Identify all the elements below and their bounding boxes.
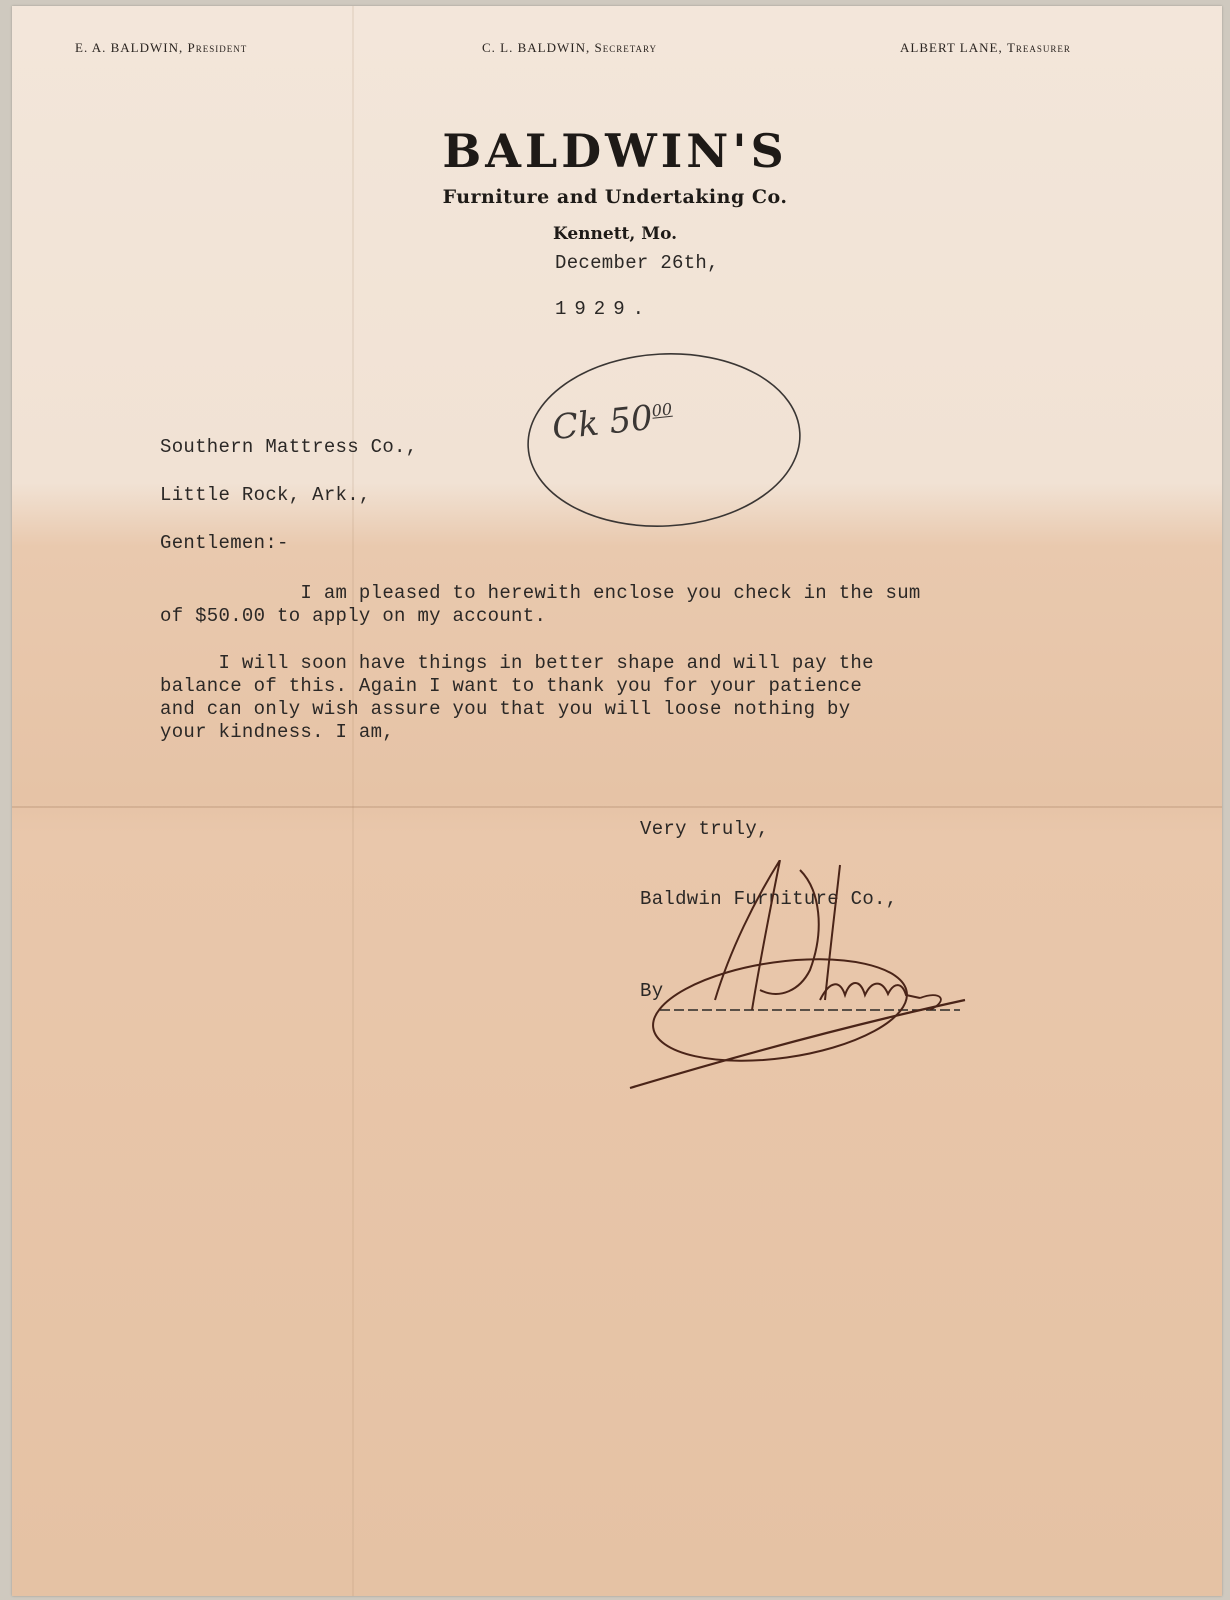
handwritten-check-amount: 50	[607, 397, 655, 443]
signer-company: Baldwin Furniture Co.,	[640, 888, 898, 910]
letter-sheet	[12, 6, 1222, 1596]
officer-secretary-name: C. L. BALDWIN,	[482, 40, 591, 55]
officer-president-title: President	[187, 40, 248, 55]
officer-treasurer	[900, 40, 1071, 56]
officer-president-name: E. A. BALDWIN,	[75, 40, 184, 55]
officer-president	[75, 40, 247, 56]
officer-secretary	[482, 40, 657, 56]
officer-treasurer-name: ALBERT LANE,	[900, 40, 1003, 55]
handwritten-check-prefix: Ck	[550, 403, 601, 449]
recipient-name: Southern Mattress Co.,	[160, 436, 418, 458]
body-paragraph-1: I am pleased to herewith enclose you check in the sum of $50.00 to apply on my account.	[160, 582, 921, 627]
vertical-fold-crease	[352, 6, 354, 1596]
handwritten-check-cents: 00	[650, 399, 674, 421]
valediction: Very truly,	[640, 818, 769, 840]
body-paragraph-2: I will soon have things in better shape and will pay the balance of this. Again I want to thank you for your patience and can only wish assure you that you will loose nothing by your kindness. I am,	[160, 652, 874, 743]
horizontal-fold-crease	[12, 806, 1222, 808]
company-city: Kennett, Mo.	[552, 224, 678, 244]
recipient-city: Little Rock, Ark.,	[160, 484, 371, 506]
officer-secretary-title: Secretary	[594, 40, 658, 55]
officer-treasurer-title: Treasurer	[1006, 40, 1071, 55]
salutation: Gentlemen:-	[160, 532, 289, 554]
company-name: BALDWIN'S	[442, 124, 788, 178]
by-label: By	[640, 980, 664, 1002]
handwritten-signature-icon	[620, 860, 980, 1110]
letter-date: December 26th,	[555, 252, 719, 274]
letter-year: 1929.	[555, 298, 653, 320]
company-subtitle: Furniture and Undertaking Co.	[442, 186, 788, 208]
